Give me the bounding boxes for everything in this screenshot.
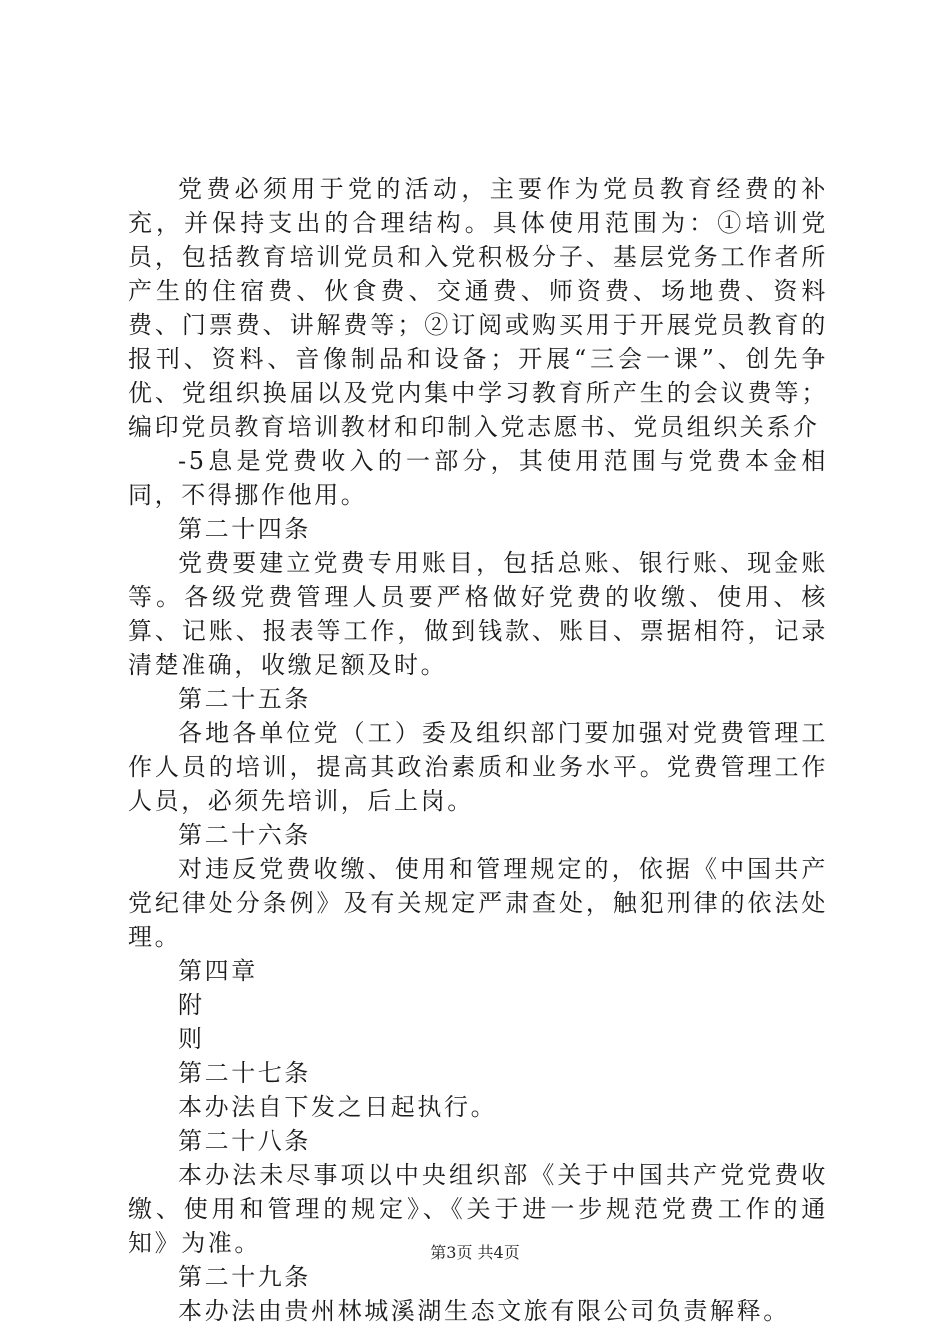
- chapter-4-title-part-2: 则: [178, 1025, 205, 1053]
- article-28-heading: 第二十八条: [178, 1127, 311, 1155]
- article-29-text: 本办法由贵州林城溪湖生态文旅有限公司负责解释。: [178, 1297, 790, 1325]
- paragraph-interest: -5息是党费收入的一部分，其使用范围与党费本金相同，不得挪作他用。: [128, 447, 828, 509]
- page-number-footer: 第3页 共4页: [430, 1243, 520, 1262]
- article-24-heading: 第二十四条: [178, 515, 311, 543]
- article-28-text: 本办法未尽事项以中央组织部《关于中国共产党党费收缴、使用和管理的规定》、《关于进一步规范党费工作的通知》为准。: [128, 1161, 828, 1257]
- paragraph-usage-scope: 党费必须用于党的活动，主要作为党员教育经费的补充，并保持支出的合理结构。具体使用范围为：①培训党员，包括教育培训党员和入党积极分子、基层党务工作者所产生的住宿费、伙食费、交通费、师资费、场地费、资料费、门票费、讲解费等；②订阅或购买用于开展党员教育的报刊、资料、音像制品和设备；开展“三会一课”、创先争优、党组织换届以及党内集中学习教育所产生的会议费等；编印党员教育培训教材和印制入党志愿书、党员组织关系介: [128, 175, 828, 441]
- chapter-4-title-part-1: 附: [178, 991, 205, 1019]
- article-24-text: 党费要建立党费专用账目，包括总账、银行账、现金账等。各级党费管理人员要严格做好党费的收缴、使用、核算、记账、报表等工作，做到钱款、账目、票据相符，记录清楚准确，收缴足额及时。: [128, 549, 828, 679]
- document-body: [128, 172, 828, 1328]
- article-26-heading: 第二十六条: [178, 821, 311, 849]
- article-27-heading: 第二十七条: [178, 1059, 311, 1087]
- article-29-heading: 第二十九条: [178, 1263, 311, 1291]
- article-25-text: 各地各单位党（工）委及组织部门要加强对党费管理工作人员的培训，提高其政治素质和业务水平。党费管理工作人员，必须先培训，后上岗。: [128, 719, 828, 815]
- article-26-text: 对违反党费收缴、使用和管理规定的，依据《中国共产党纪律处分条例》及有关规定严肃查处，触犯刑律的依法处理。: [128, 855, 828, 951]
- chapter-4-heading: 第四章: [178, 957, 258, 985]
- article-25-heading: 第二十五条: [178, 685, 311, 713]
- article-27-text: 本办法自下发之日起执行。: [178, 1093, 498, 1121]
